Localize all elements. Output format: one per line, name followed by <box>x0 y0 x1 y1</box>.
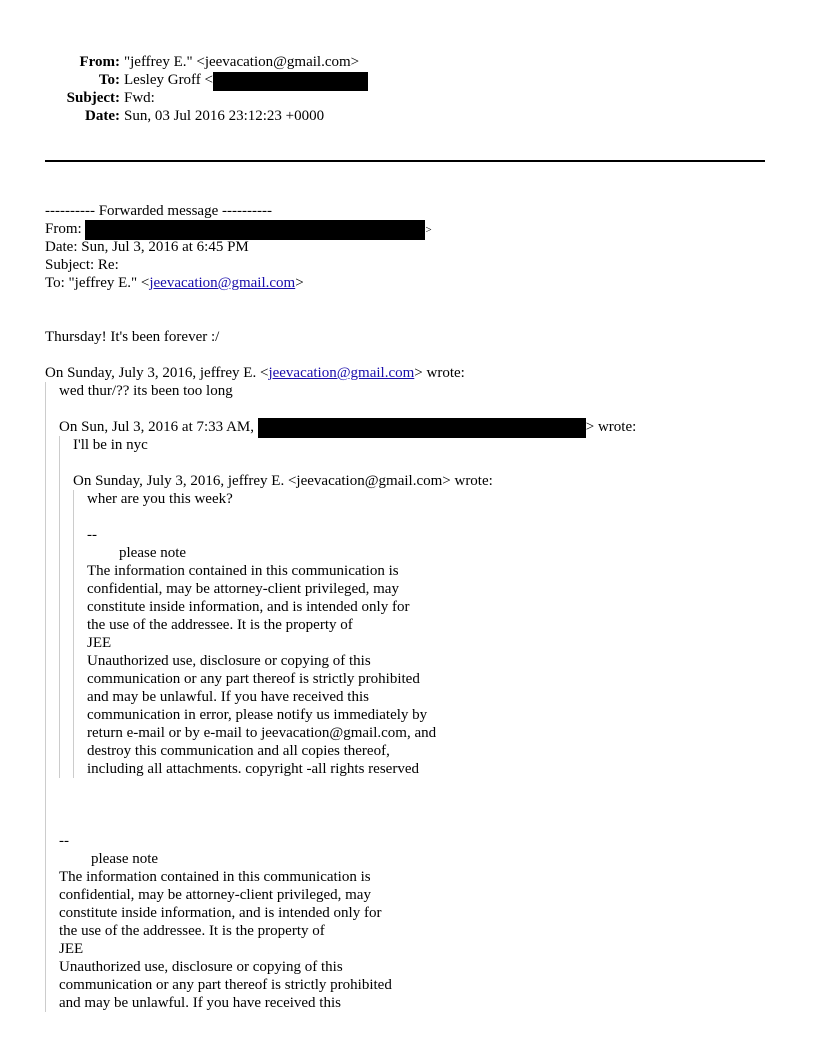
from-value: "jeffrey E." <jeevacation@gmail.com> <box>124 54 360 70</box>
subject-value: Fwd: <box>124 90 155 106</box>
quote-block-2 <box>59 436 785 778</box>
forwarded-date: Date: Sun, Jul 3, 2016 at 6:45 PM <box>45 239 249 255</box>
email-link[interactable]: jeevacation@gmail.com <box>149 275 296 291</box>
quote2-attribution: On Sun, Jul 3, 2016 at 7:33 AM, > wrote: <box>59 418 785 436</box>
quote3-text: wher are you this week? <box>87 491 233 507</box>
signature-note: please note <box>119 545 187 561</box>
forwarded-to: To: "jeffrey E." <jeevacation@gmail.com> <box>45 275 304 291</box>
signature-line: JEE <box>59 941 84 957</box>
redaction-box <box>85 220 425 240</box>
signature-line: The information contained in this communication is <box>59 869 371 885</box>
signature-line: confidential, may be attorney-client privileged, may <box>87 581 399 597</box>
email-link[interactable]: jeevacation@gmail.com <box>268 365 415 381</box>
forwarded-subject: Subject: Re: <box>45 257 119 273</box>
date-label: Date: <box>85 108 120 124</box>
message-text: Thursday! It's been forever :/ <box>45 329 220 345</box>
quote2-text: I'll be in nyc <box>73 437 148 453</box>
signature-line: communication or any part thereof is strictly prohibited <box>87 671 420 687</box>
header-subject-row <box>0 89 816 107</box>
forwarded-from: From: > <box>45 220 785 238</box>
header-date-row <box>0 107 816 125</box>
signature-line: and may be unlawful. If you have received this <box>59 995 341 1011</box>
signature-line: the use of the addressee. It is the property of <box>87 617 353 633</box>
date-value: Sun, 03 Jul 2016 23:12:23 +0000 <box>124 108 325 124</box>
signature-line: return e-mail or by e-mail to jeevacation@gmail.com, and <box>87 725 437 741</box>
quote-block-3 <box>73 490 785 778</box>
signature-line: constitute inside information, and is intended only for <box>59 905 382 921</box>
forwarded-divider: ---------- Forwarded message ---------- <box>45 203 272 219</box>
header-from-row <box>0 53 816 71</box>
signature-line: constitute inside information, and is intended only for <box>87 599 410 615</box>
signature-line: and may be unlawful. If you have received this <box>87 689 369 705</box>
email-body <box>45 202 785 1012</box>
signature-line: Unauthorized use, disclosure or copying of this <box>59 959 343 975</box>
redaction-box <box>258 418 586 438</box>
quote1-text: wed thur/?? its been too long <box>59 383 233 399</box>
to-label: To: <box>98 72 120 88</box>
from-label: From: <box>79 54 120 70</box>
quote1-attribution: On Sunday, July 3, 2016, jeffrey E. <jeevacation@gmail.com> wrote: <box>45 365 465 381</box>
signature-line: including all attachments. copyright -all rights reserved <box>87 761 419 777</box>
signature-line: destroy this communication and all copies thereof, <box>87 743 390 759</box>
signature-note: please note <box>91 851 159 867</box>
signature-line: the use of the addressee. It is the property of <box>59 923 325 939</box>
signature-line: confidential, may be attorney-client privileged, may <box>59 887 371 903</box>
quote-block-1 <box>45 382 785 1012</box>
header-to-row <box>0 71 816 89</box>
email-header <box>0 53 816 125</box>
signature-dashes: -- <box>59 833 69 849</box>
signature-dashes: -- <box>87 527 97 543</box>
signature-line: JEE <box>87 635 112 651</box>
signature-line: communication in error, please notify us immediately by <box>87 707 428 723</box>
header-divider <box>45 160 765 162</box>
to-value: Lesley Groff < <box>124 72 213 88</box>
subject-label: Subject: <box>66 90 120 106</box>
quote3-attribution: On Sunday, July 3, 2016, jeffrey E. <jeevacation@gmail.com> wrote: <box>73 473 493 489</box>
signature-line: Unauthorized use, disclosure or copying of this <box>87 653 371 669</box>
signature-line: The information contained in this communication is <box>87 563 399 579</box>
signature-line: communication or any part thereof is strictly prohibited <box>59 977 392 993</box>
